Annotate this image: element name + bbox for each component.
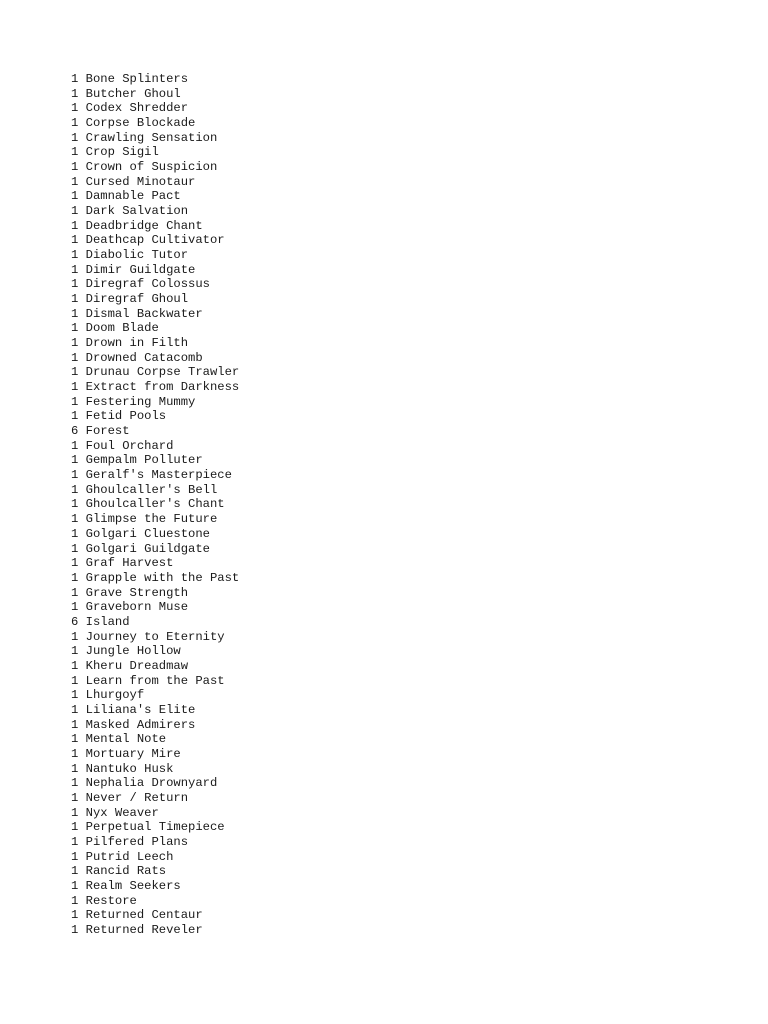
list-item: [71, 659, 239, 674]
card-quantity: 1: [71, 673, 79, 688]
card-quantity: 1: [71, 526, 79, 541]
list-item: [71, 908, 239, 923]
card-name: Graf Harvest: [85, 556, 174, 571]
card-name: Crawling Sensation: [85, 130, 218, 145]
list-item: [71, 600, 239, 615]
card-quantity: 1: [71, 292, 79, 307]
list-item: [71, 219, 239, 234]
card-quantity: 1: [71, 468, 79, 483]
card-name: Graveborn Muse: [85, 600, 189, 615]
card-quantity: 1: [71, 556, 79, 571]
card-quantity: 1: [71, 732, 79, 747]
list-item: [71, 189, 239, 204]
list-item: [71, 806, 239, 821]
card-name: Drowned Catacomb: [85, 350, 203, 365]
card-quantity: 1: [71, 438, 79, 453]
card-name: Geralf's Masterpiece: [85, 468, 232, 483]
list-item: [71, 703, 239, 718]
card-quantity: 1: [71, 644, 79, 659]
card-quantity: 1: [71, 600, 79, 615]
list-item: [71, 791, 239, 806]
list-item: [71, 512, 239, 527]
list-item: [71, 586, 239, 601]
list-item: [71, 131, 239, 146]
list-item: [71, 820, 239, 835]
card-quantity: 1: [71, 277, 79, 292]
card-quantity: 1: [71, 658, 79, 673]
card-name: Crown of Suspicion: [85, 160, 218, 175]
card-quantity: 1: [71, 717, 79, 732]
list-item: [71, 556, 239, 571]
card-quantity: 1: [71, 350, 79, 365]
card-quantity: 1: [71, 453, 79, 468]
card-name: Mental Note: [85, 732, 167, 747]
card-name: Extract from Darkness: [85, 380, 240, 395]
list-item: [71, 321, 239, 336]
list-item: [71, 747, 239, 762]
list-item: [71, 762, 239, 777]
card-name: Butcher Ghoul: [85, 86, 181, 101]
list-item: [71, 644, 239, 659]
card-name: Gempalm Polluter: [85, 453, 203, 468]
card-quantity: 1: [71, 409, 79, 424]
card-name: Nephalia Drownyard: [85, 776, 218, 791]
card-quantity: 1: [71, 878, 79, 893]
list-item: [71, 542, 239, 557]
card-name: Drown in Filth: [85, 336, 189, 351]
card-quantity: 1: [71, 908, 79, 923]
card-quantity: 1: [71, 702, 79, 717]
card-list: [71, 72, 239, 938]
card-quantity: 1: [71, 790, 79, 805]
card-name: Restore: [85, 893, 137, 908]
card-quantity: 1: [71, 512, 79, 527]
list-item: [71, 277, 239, 292]
card-quantity: 1: [71, 145, 79, 160]
card-name: Grapple with the Past: [85, 570, 240, 585]
list-item: [71, 87, 239, 102]
card-quantity: 1: [71, 321, 79, 336]
card-name: Diabolic Tutor: [85, 248, 189, 263]
card-name: Ghoulcaller's Bell: [85, 482, 218, 497]
card-name: Fetid Pools: [85, 409, 167, 424]
list-item: [71, 351, 239, 366]
card-name: Never / Return: [85, 790, 189, 805]
card-quantity: 1: [71, 116, 79, 131]
card-name: Ghoulcaller's Chant: [85, 497, 225, 512]
list-item: [71, 776, 239, 791]
card-name: Nyx Weaver: [85, 805, 159, 820]
card-quantity: 1: [71, 585, 79, 600]
card-quantity: 1: [71, 776, 79, 791]
list-item: [71, 72, 239, 87]
list-item: [71, 395, 239, 410]
list-item: [71, 630, 239, 645]
list-item: [71, 336, 239, 351]
list-item: [71, 718, 239, 733]
card-quantity: 1: [71, 688, 79, 703]
card-quantity: 1: [71, 365, 79, 380]
card-name: Realm Seekers: [85, 878, 181, 893]
card-name: Masked Admirers: [85, 717, 196, 732]
card-quantity: 1: [71, 820, 79, 835]
card-name: Golgari Cluestone: [85, 526, 210, 541]
list-item: [71, 116, 239, 131]
list-item: [71, 497, 239, 512]
card-name: Drunau Corpse Trawler: [85, 365, 240, 380]
card-name: Crop Sigil: [85, 145, 159, 160]
list-item: [71, 439, 239, 454]
card-quantity: 1: [71, 174, 79, 189]
card-name: Perpetual Timepiece: [85, 820, 225, 835]
card-quantity: 1: [71, 248, 79, 263]
card-name: Nantuko Husk: [85, 761, 174, 776]
card-name: Journey to Eternity: [85, 629, 225, 644]
card-name: Grave Strength: [85, 585, 189, 600]
card-name: Deadbridge Chant: [85, 218, 203, 233]
card-quantity: 1: [71, 629, 79, 644]
list-item: [71, 615, 239, 630]
list-item: [71, 307, 239, 322]
card-quantity: 1: [71, 834, 79, 849]
list-item: [71, 732, 239, 747]
card-name: Rancid Rats: [85, 864, 167, 879]
card-quantity: 1: [71, 394, 79, 409]
card-name: Damnable Pact: [85, 189, 181, 204]
card-quantity: 1: [71, 380, 79, 395]
list-item: [71, 380, 239, 395]
card-name: Pilfered Plans: [85, 834, 189, 849]
card-quantity: 1: [71, 805, 79, 820]
card-quantity: 6: [71, 424, 79, 439]
card-name: Jungle Hollow: [85, 644, 181, 659]
card-name: Codex Shredder: [85, 101, 189, 116]
list-item: [71, 688, 239, 703]
card-quantity: 1: [71, 262, 79, 277]
card-quantity: 1: [71, 160, 79, 175]
list-item: [71, 483, 239, 498]
card-quantity: 1: [71, 101, 79, 116]
list-item: [71, 248, 239, 263]
card-name: Learn from the Past: [85, 673, 225, 688]
card-name: Mortuary Mire: [85, 746, 181, 761]
card-name: Glimpse the Future: [85, 512, 218, 527]
card-name: Putrid Leech: [85, 849, 174, 864]
card-quantity: 1: [71, 189, 79, 204]
list-item: [71, 233, 239, 248]
list-item: [71, 160, 239, 175]
list-item: [71, 292, 239, 307]
card-quantity: 1: [71, 86, 79, 101]
card-name: Lhurgoyf: [85, 688, 145, 703]
list-item: [71, 424, 239, 439]
list-item: [71, 879, 239, 894]
list-item: [71, 453, 239, 468]
list-item: [71, 175, 239, 190]
card-quantity: 1: [71, 218, 79, 233]
list-item: [71, 204, 239, 219]
card-name: Golgari Guildgate: [85, 541, 210, 556]
card-name: Diregraf Ghoul: [85, 292, 189, 307]
card-name: Dismal Backwater: [85, 306, 203, 321]
card-name: Returned Reveler: [85, 922, 203, 937]
card-name: Dimir Guildgate: [85, 262, 196, 277]
card-quantity: 1: [71, 497, 79, 512]
list-item: [71, 674, 239, 689]
list-item: [71, 365, 239, 380]
list-item: [71, 409, 239, 424]
card-quantity: 1: [71, 570, 79, 585]
list-item: [71, 527, 239, 542]
card-name: Dark Salvation: [85, 204, 189, 219]
card-quantity: 1: [71, 306, 79, 321]
card-name: Island: [85, 614, 130, 629]
card-name: Forest: [85, 424, 130, 439]
list-item: [71, 864, 239, 879]
card-quantity: 1: [71, 893, 79, 908]
card-quantity: 1: [71, 233, 79, 248]
list-item: [71, 923, 239, 938]
card-quantity: 1: [71, 849, 79, 864]
list-item: [71, 263, 239, 278]
card-name: Bone Splinters: [85, 72, 189, 86]
card-quantity: 1: [71, 204, 79, 219]
list-item: [71, 894, 239, 909]
card-quantity: 1: [71, 130, 79, 145]
card-quantity: 1: [71, 761, 79, 776]
card-name: Cursed Minotaur: [85, 174, 196, 189]
list-item: [71, 145, 239, 160]
card-quantity: 1: [71, 482, 79, 497]
list-item: [71, 101, 239, 116]
card-name: Returned Centaur: [85, 908, 203, 923]
card-name: Diregraf Colossus: [85, 277, 210, 292]
card-quantity: 1: [71, 72, 79, 86]
list-item: [71, 835, 239, 850]
list-item: [71, 468, 239, 483]
list-item: [71, 850, 239, 865]
card-name: Liliana's Elite: [85, 702, 196, 717]
card-quantity: 6: [71, 614, 79, 629]
card-quantity: 1: [71, 541, 79, 556]
card-name: Festering Mummy: [85, 394, 196, 409]
card-quantity: 1: [71, 922, 79, 937]
list-item: [71, 571, 239, 586]
card-name: Deathcap Cultivator: [85, 233, 225, 248]
card-name: Foul Orchard: [85, 438, 174, 453]
card-quantity: 1: [71, 864, 79, 879]
card-quantity: 1: [71, 336, 79, 351]
card-name: Corpse Blockade: [85, 116, 196, 131]
card-quantity: 1: [71, 746, 79, 761]
card-name: Kheru Dreadmaw: [85, 658, 189, 673]
card-name: Doom Blade: [85, 321, 159, 336]
